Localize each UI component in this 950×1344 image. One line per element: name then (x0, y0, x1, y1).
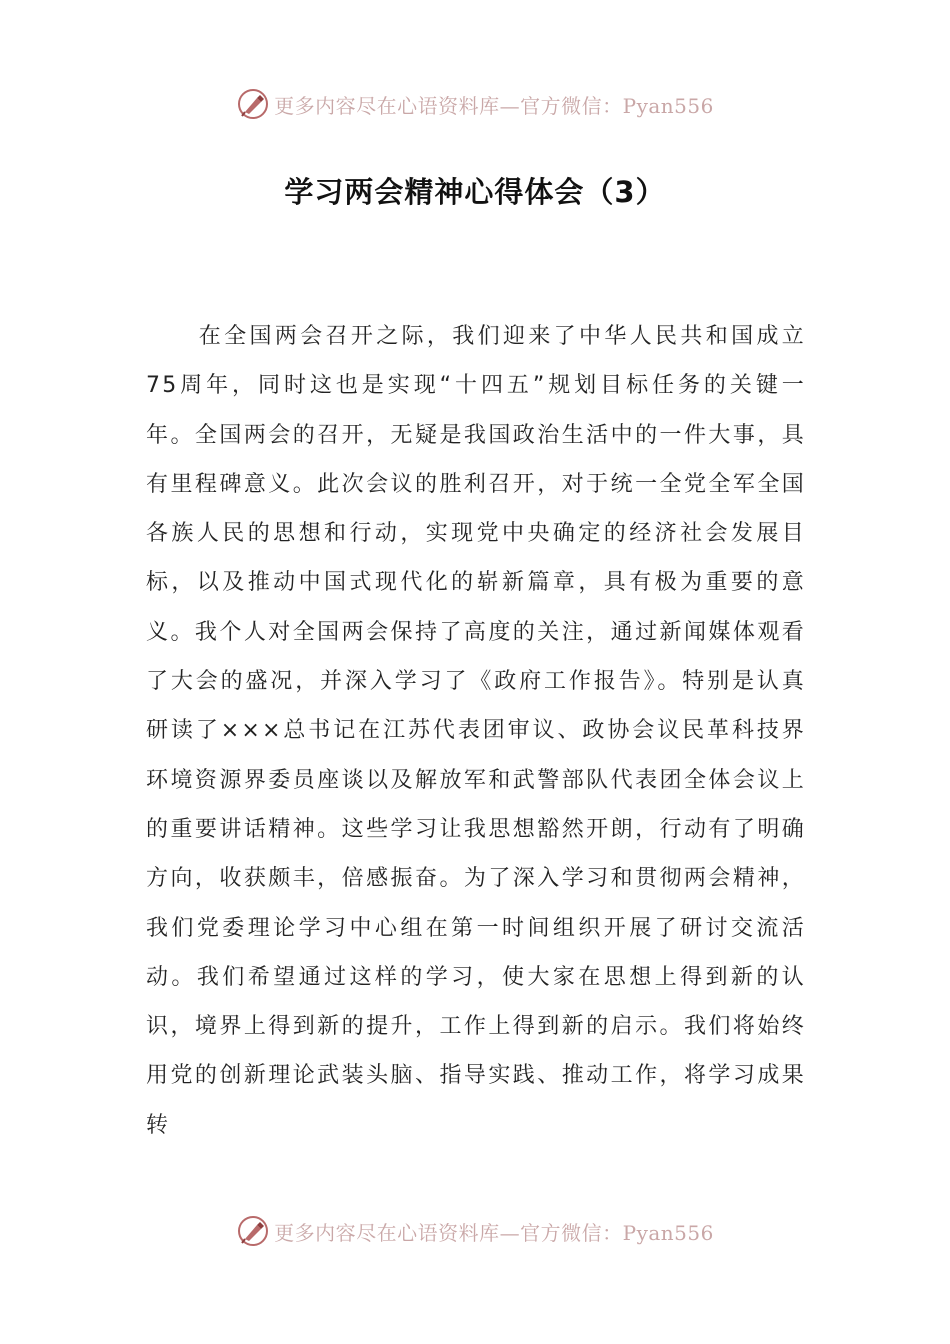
document-title: 学习两会精神心得体会（3） (284, 175, 666, 209)
watermark-banner-bottom (0, 1211, 950, 1251)
pen-nib-logo-icon (236, 87, 270, 121)
pen-nib-logo-icon (236, 1214, 270, 1248)
body-paragraph: 在全国两会召开之际，我们迎来了中华人民共和国成立75周年，同时这也是实现“十四五”规划目标任务的关键一年。全国两会的召开，无疑是我国政治生活中的一件大事，具有里程碑意义。此次会议的胜利召开，对于统一全党全军全国各族人民的思想和行动，实现党中央确定的经济社会发展目标，以及推动中国式现代化的崭新篇章，具有极为重要的意义。我个人对全国两会保持了高度的关注，通过新闻媒体观看了大会的盛况，并深入学习了《政府工作报告》。特别是认真研读了×××总书记在江苏代表团审议、政协会议民革科技界环境资源界委员座谈以及解放军和武警部队代表团全体会议上的重要讲话精神。这些学习让我思想豁然开朗，行动有了明确方向，收获颇丰，倍感振奋。为了深入学习和贯彻两会精神，我们党委理论学习中心组在第一时间组织开展了研讨交流活动。我们希望通过这样的学习，使大家在思想上得到新的认识，境界上得到新的提升，工作上得到新的启示。我们将始终用党的创新理论武装头脑、指导实践、推动工作，将学习成果转 (146, 324, 806, 1138)
watermark-banner-top (0, 84, 950, 124)
watermark-text: 更多内容尽在心语资料库—官方微信：Pyan556 (274, 93, 714, 118)
watermark-text: 更多内容尽在心语资料库—官方微信：Pyan556 (274, 1220, 714, 1245)
